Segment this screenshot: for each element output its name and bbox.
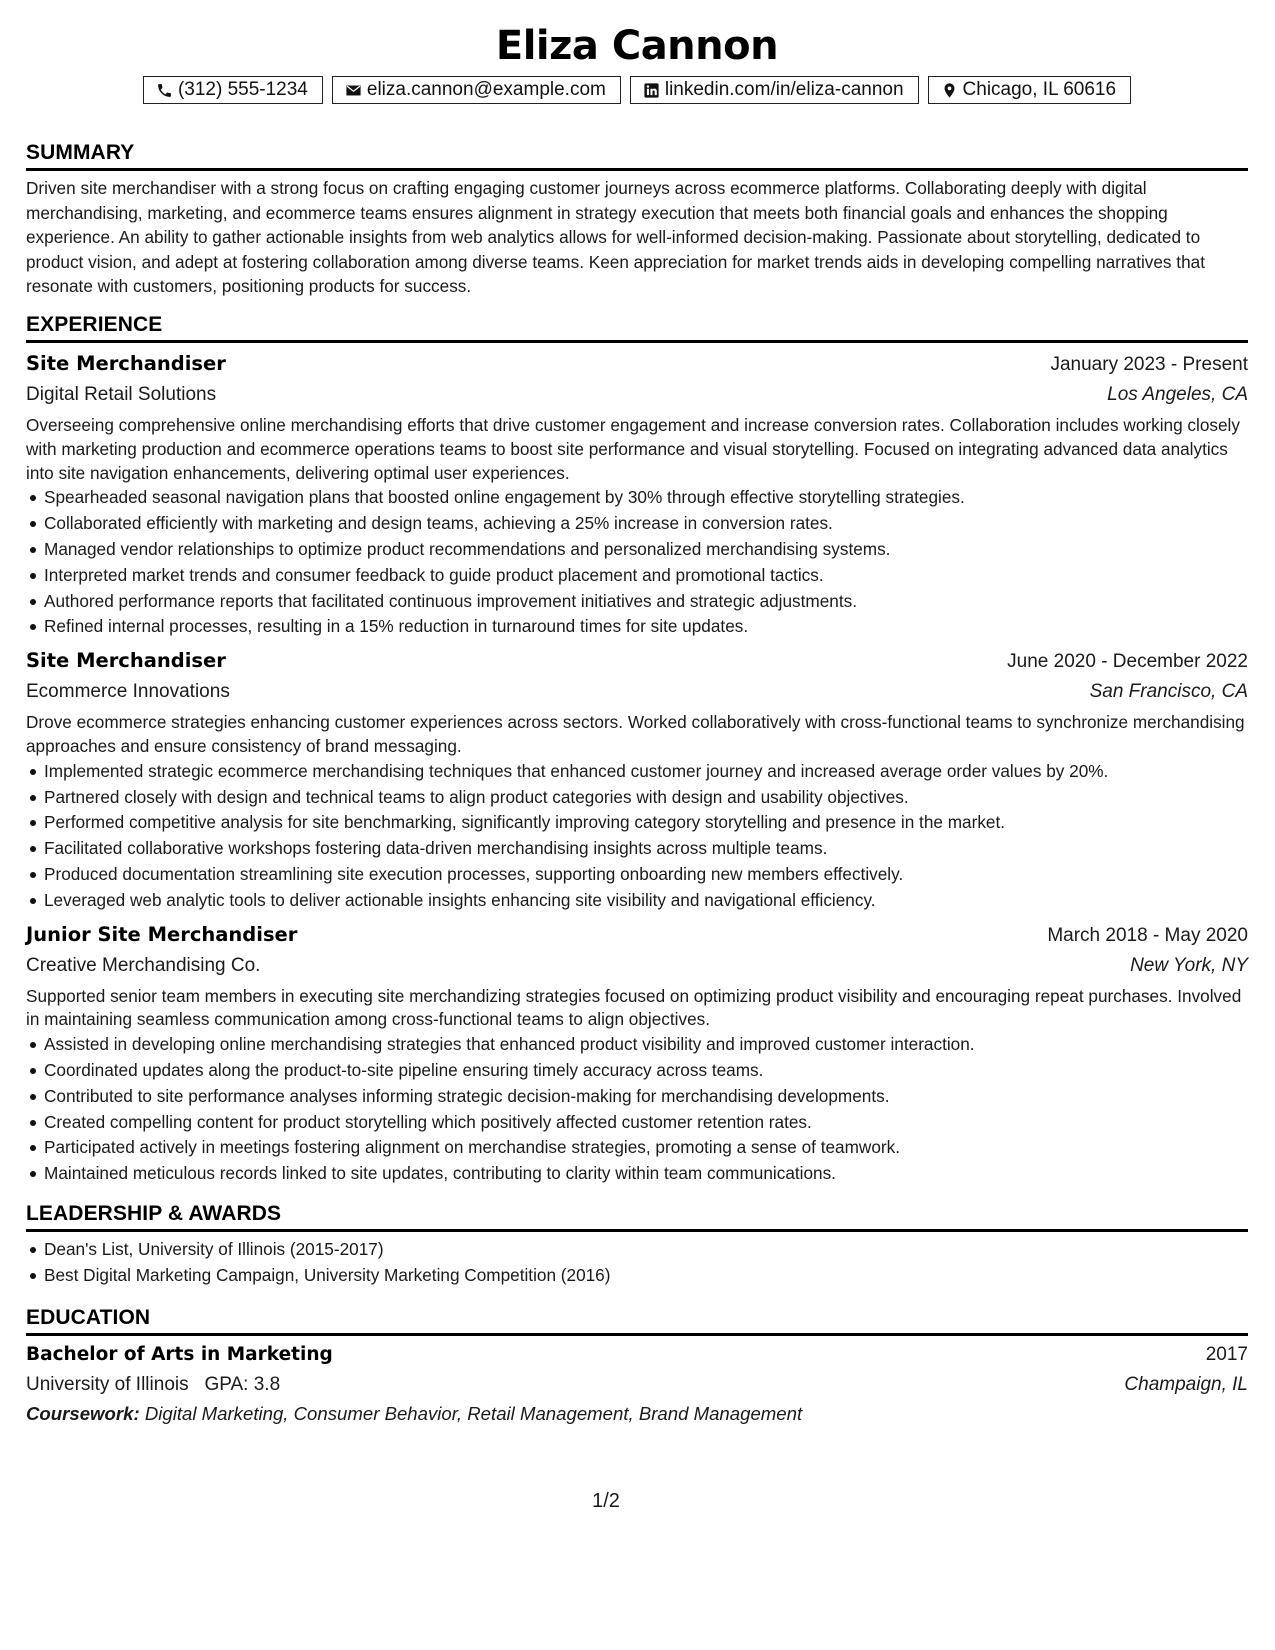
job-location: Los Angeles, CA [1107, 383, 1248, 405]
list-item: Performed competitive analysis for site benchmarking, significantly improving category storytelling and presence in the market. [44, 810, 1248, 836]
list-item: Managed vendor relationships to optimize product recommendations and personalized merchandising systems. [44, 537, 1248, 563]
school-line [26, 1370, 280, 1400]
page-number: 1/2 [592, 1490, 620, 1512]
candidate-name: Eliza Cannon [495, 23, 779, 69]
graduation-year: 2017 [1205, 1344, 1248, 1366]
list-item: Authored performance reports that facilitated continuous improvement initiatives and strategic adjustments. [44, 589, 1248, 615]
resume-page [26, 18, 1248, 1428]
list-item: Leveraged web analytic tools to deliver actionable insights enhancing site visibility and navigational efficiency. [44, 888, 1248, 914]
job-entry [26, 349, 1248, 640]
contact-location [928, 76, 1132, 104]
contact-location-text: Chicago, IL 60616 [962, 79, 1117, 100]
section-title-summary: SUMMARY [26, 140, 1248, 171]
school-name: University of Illinois [26, 1374, 189, 1396]
job-location: New York, NY [1130, 954, 1248, 976]
list-item: Interpreted market trends and consumer feedback to guide product placement and promotional tactics. [44, 563, 1248, 589]
job-role: Junior Site Merchandiser [26, 922, 298, 946]
list-item: Spearheaded seasonal navigation plans that boosted online engagement by 30% through effective storytelling strategies. [44, 485, 1248, 511]
job-entry [26, 646, 1248, 913]
list-item: Participated actively in meetings fostering alignment on merchandise strategies, promoting a sense of teamwork. [44, 1135, 1248, 1161]
list-item: Maintained meticulous records linked to site updates, contributing to clarity within team communications. [44, 1161, 1248, 1187]
school-location: Champaign, IL [1124, 1374, 1248, 1396]
job-description: Overseeing comprehensive online merchandising efforts that drive customer engagement and increase conversion rates. Collaboration includes working closely with marketing production and ecommerce operations teams to boost site performance and visual storytelling. Focused on integrating advanced data analytics into site navigation enhancements, delivering optimal user experiences. [26, 414, 1240, 483]
list-item: Facilitated collaborative workshops fostering data-driven merchandising insights across multiple teams. [44, 836, 1248, 862]
education-section [26, 1305, 1248, 1428]
list-item: Collaborated efficiently with marketing and design teams, achieving a 25% increase in conversion rates. [44, 511, 1248, 537]
job-dates: March 2018 - May 2020 [1047, 924, 1248, 946]
linkedin-icon [643, 82, 660, 99]
list-item: Partnered closely with design and technical teams to align product categories with design and usability objectives. [44, 785, 1248, 811]
experience-section [26, 312, 1248, 1187]
list-item: Refined internal processes, resulting in a 15% reduction in turnaround times for site updates. [44, 614, 1248, 640]
job-location: San Francisco, CA [1089, 681, 1248, 703]
job-bullets [26, 759, 1248, 914]
awards-list [26, 1237, 1248, 1289]
job-role: Site Merchandiser [26, 351, 226, 375]
job-bullets [26, 485, 1248, 640]
coursework-label: Coursework: [26, 1403, 140, 1425]
section-title-education: EDUCATION [26, 1305, 1248, 1336]
list-item: Best Digital Marketing Campaign, University Marketing Competition (2016) [44, 1263, 1248, 1289]
gpa: GPA: 3.8 [204, 1374, 281, 1396]
coursework-list: Digital Marketing, Consumer Behavior, Retail Management, Brand Management [144, 1403, 803, 1425]
section-title-leadership: LEADERSHIP & AWARDS [26, 1201, 1248, 1232]
job-description: Drove ecommerce strategies enhancing customer experiences across sectors. Worked collaboratively with cross-functional teams to synchronize merchandising approaches and ensure consistency of brand messaging. [26, 712, 1245, 756]
list-item: Assisted in developing online merchandising strategies that enhanced product visibility and improved customer interaction. [44, 1032, 1248, 1058]
job-bullets [26, 1032, 1248, 1187]
job-company: Digital Retail Solutions [26, 383, 217, 405]
contact-linkedin-text: linkedin.com/in/eliza-cannon [664, 79, 904, 100]
list-item: Implemented strategic ecommerce merchandising techniques that enhanced customer journey and increased average order values by 20%. [44, 759, 1248, 785]
job-description: Supported senior team members in executing site merchandizing strategies focused on optimizing product visibility and encouraging repeat purchases. Involved in maintaining seamless communication among cross-functional teams to align objectives. [26, 985, 1242, 1030]
degree: Bachelor of Arts in Marketing [26, 1344, 333, 1366]
list-item: Created compelling content for product storytelling which positively affected customer retention rates. [44, 1110, 1248, 1136]
contact-email[interactable] [332, 76, 621, 104]
list-item: Produced documentation streamlining site execution processes, supporting onboarding new members effectively. [44, 862, 1248, 888]
coursework [26, 1400, 1248, 1428]
contact-phone[interactable] [143, 76, 323, 104]
phone-icon [156, 82, 173, 99]
list-item: Coordinated updates along the product-to-site pipeline ensuring timely accuracy across teams. [44, 1058, 1248, 1084]
section-title-experience: EXPERIENCE [26, 312, 1248, 343]
job-company: Creative Merchandising Co. [26, 954, 261, 976]
contact-linkedin[interactable] [630, 76, 919, 104]
contact-email-text: eliza.cannon@example.com [366, 79, 606, 100]
job-entry [26, 920, 1248, 1187]
contact-phone-text: (312) 555-1234 [177, 79, 308, 100]
job-company: Ecommerce Innovations [26, 681, 230, 703]
leadership-section [26, 1201, 1248, 1289]
list-item: Contributed to site performance analyses informing strategic decision-making for merchandising developments. [44, 1084, 1248, 1110]
list-item: Dean's List, University of Illinois (2015-2017) [44, 1237, 1248, 1263]
envelope-icon [345, 82, 362, 99]
summary-text: Driven site merchandiser with a strong focus on crafting engaging customer journeys across ecommerce platforms. Collaborating deeply with digital merchandising, marketing, and ecommerce teams ensures alignment in strategy execution that meets both financial goals and enhances the shopping experience. An ability to gather actionable insights from web analytics allows for well-informed decision-making. Passionate about storytelling, dedicated to product vision, and adept at fostering collaboration among diverse teams. Keen appreciation for market trends aids in developing compelling narratives that resonate with customers, positioning products for success. [26, 178, 1205, 297]
job-dates: January 2023 - Present [1050, 353, 1248, 375]
summary-section [26, 140, 1248, 299]
job-role: Site Merchandiser [26, 649, 226, 673]
contact-bar [26, 76, 1248, 104]
map-pin-icon [941, 82, 958, 99]
job-dates: June 2020 - December 2022 [1007, 651, 1248, 673]
